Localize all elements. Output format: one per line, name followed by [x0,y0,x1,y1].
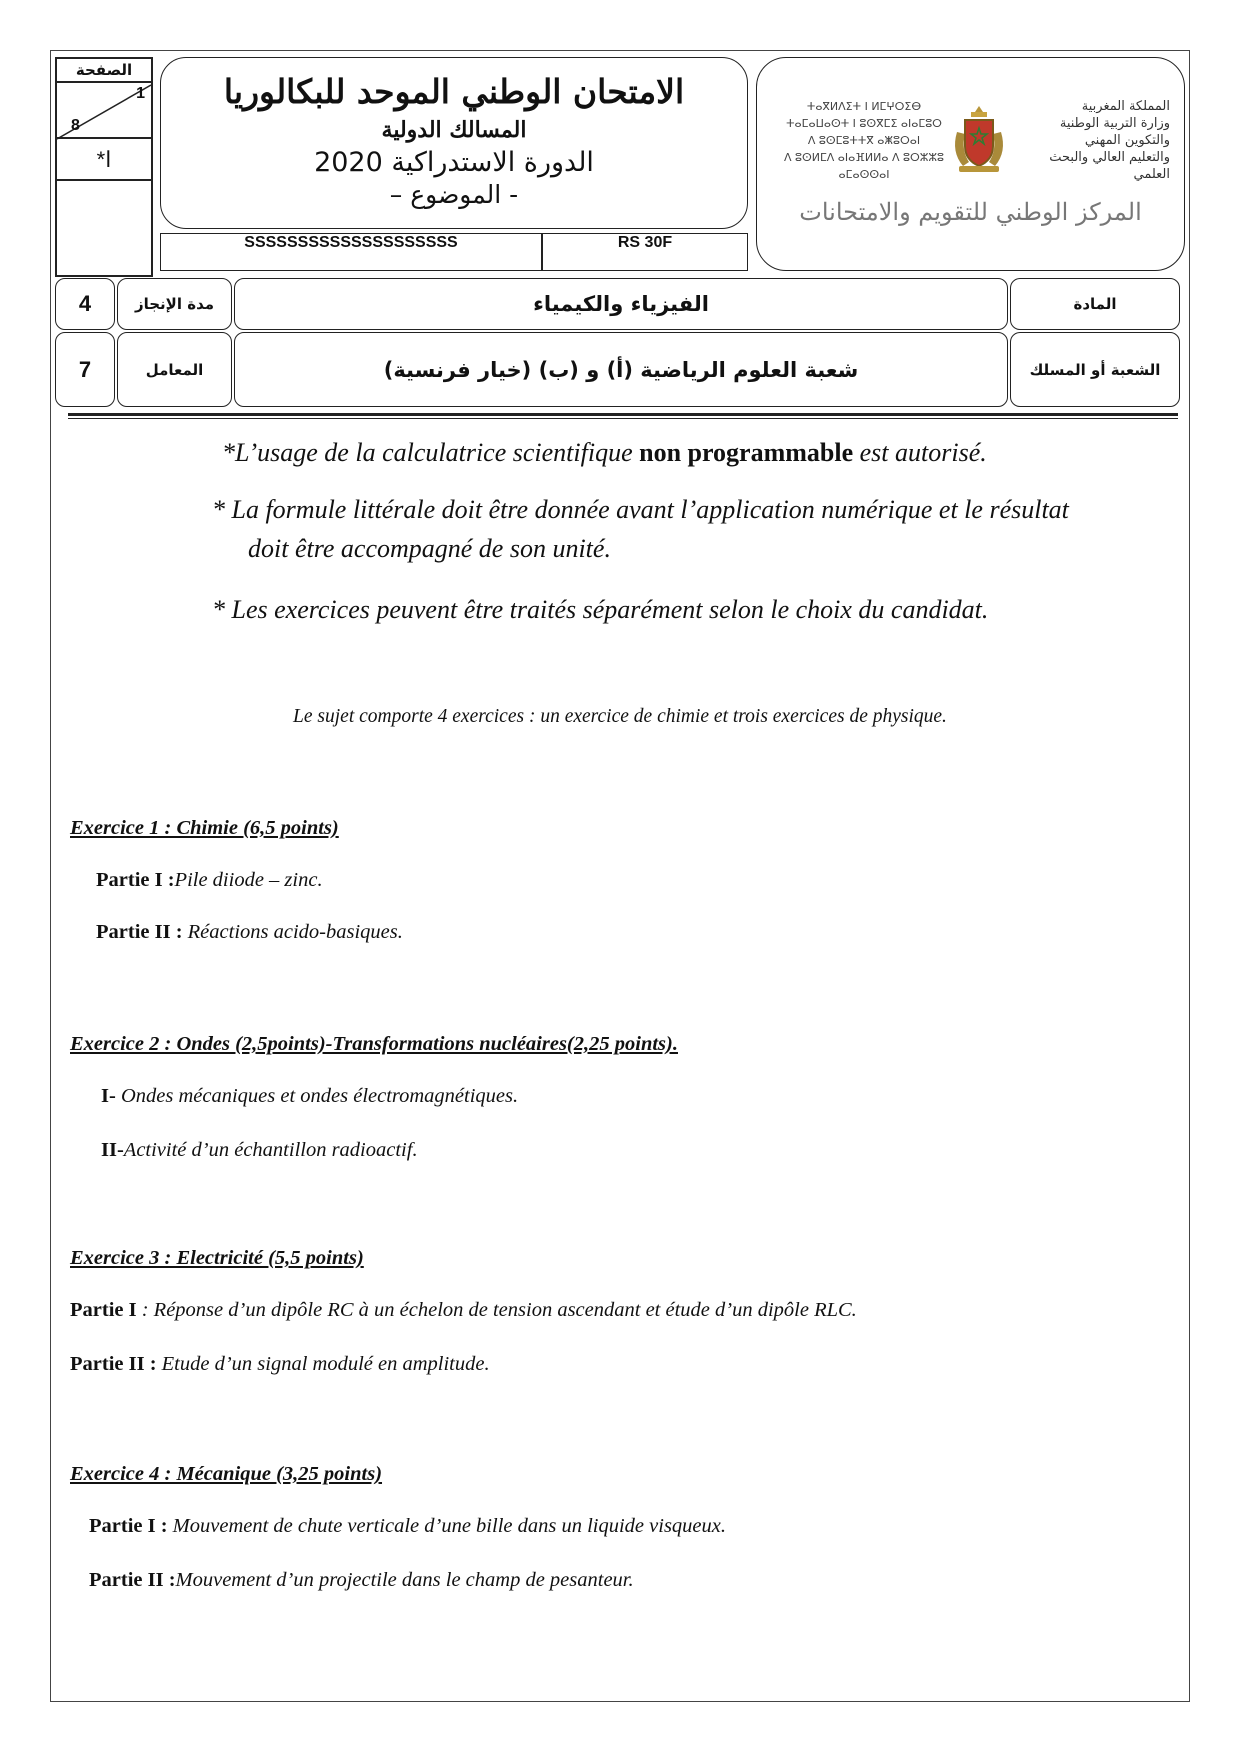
coefficient-value: 7 [55,332,115,407]
exercise-3-part-1 [70,1299,857,1322]
exercise-2-part-2 [101,1139,418,1162]
coefficient-label: المعامل [117,332,232,407]
tifinagh-line: ⵜⴰⵎⴰⵡⴰⵙⵜ ⵏ ⵓⵙⴳⵎⵉ ⴰⵏⴰⵎⵓⵔ [786,117,942,130]
ministry-line: وزارة التربية الوطنية [1059,116,1170,131]
exercise-2-part-1 [101,1085,518,1108]
subject-label: المادة [1010,278,1180,330]
ministry-tifinagh [779,98,949,183]
exercise-1-heading: Exercice 1 : Chimie (6,5 points) [70,817,339,839]
part-text: : Réponse d’un dipôle RC à un échelon de tension ascendant et étude d’un dipôle RLC. [136,1299,857,1321]
ministry-arabic [1020,98,1170,183]
ministry-line: والتكوين المهني [1084,133,1170,148]
calculator-note [222,434,987,472]
calc-prefix: *L’usage de la calculatrice scientifique [222,438,640,467]
header-rule-thin [68,418,1178,419]
part-label: II- [101,1139,124,1161]
page-label: الصفحة [75,61,133,79]
page-number-box [55,57,153,277]
subject-summary: Le sujet comporte 4 exercices : un exercice de chimie et trois exercices de physique. [293,706,947,727]
evaluation-center-name: المركز الوطني للتقويم والامتحانات [799,198,1142,226]
part-text: Etude d’un signal modulé en amplitude. [161,1353,490,1375]
part-text: Réactions acido-basiques. [187,921,403,943]
part-text: Mouvement d’un projectile dans le champ de pesanteur. [175,1569,634,1591]
ministry-line: والتعليم العالي والبحث العلمي [1049,150,1170,182]
exercise-2-heading: Exercice 2 : Ondes (2,5points)-Transformations nucléaires(2,25 points). [70,1033,678,1055]
header-rule [68,413,1178,416]
subject-name: الفيزياء والكيمياء [234,278,1008,330]
duration-value: 4 [55,278,115,330]
part-label: I- [101,1085,121,1107]
part-label: Partie II : [96,921,188,943]
formula-note-line1: * La formule littérale doit être donnée avant l’application numérique et le résultat [212,495,1069,524]
part-label: Partie I : [96,869,175,891]
page-mark: *ا [57,139,151,181]
ministry-line: المملكة المغربية [1081,99,1170,114]
exercise-3-heading: Exercice 3 : Electricité (5,5 points) [70,1247,364,1269]
ministry-box [756,57,1185,271]
page-total: 8 [71,117,80,134]
exercise-4-heading: Exercice 4 : Mécanique (3,25 points) [70,1463,383,1485]
part-text: Ondes mécaniques et ondes électromagnétiques. [120,1085,519,1107]
exercise-4-part-2 [89,1569,634,1592]
calc-bold: non programmable [639,438,854,467]
duration-label: مدة الإنجاز [117,278,232,330]
formula-note-line2: doit être accompagné de son unité. [248,534,611,563]
tifinagh-line: ⵜⴰⴳⵍⴷⵉⵜ ⵏ ⵍⵎⵖⵔⵉⴱ [806,100,922,113]
exercise-3-part-2 [70,1353,490,1376]
exercise-4-part-1 [89,1515,726,1538]
exam-subtitle: المسالك الدولية [381,117,527,143]
exam-title-box [160,57,748,229]
part-text: Mouvement de chute verticale d’une bille dans un liquide visqueux. [172,1515,726,1537]
tifinagh-line: ⴷ ⵓⵙⵍⵎⴷ ⴰⵏⴰⴼⵍⵍⴰ ⴷ ⵓⵔⵣⵣⵓ ⴰⵎⴰⵙⵙⴰⵏ [783,151,945,181]
tifinagh-line: ⴷ ⵓⵙⵎⵓⵜⵜⴳ ⴰⵥⵓⵔⴰⵏ [807,134,921,147]
coat-of-arms-icon [947,102,1011,174]
exam-subject-kind: - الموضوع – [389,180,519,209]
branch-name: شعبة العلوم الرياضية (أ) و (ب) (خيار فرنسية) [234,332,1008,407]
part-label: Partie II : [89,1569,176,1591]
part-text: Activité d’un échantillon radioactif. [123,1139,418,1161]
part-label: Partie I : [89,1515,173,1537]
exercise-1-part-1 [96,869,323,892]
exam-title: الامتحان الوطني الموحد للبكالوريا [223,72,685,111]
page-fraction [57,81,151,139]
part-label: Partie I [70,1299,137,1321]
exam-code-right: RS 30F [542,233,748,271]
calc-suffix: est autorisé. [853,438,987,467]
part-label: Partie II : [70,1353,162,1375]
exercises-note: * Les exercices peuvent être traités séparément selon le choix du candidat. [212,595,989,624]
exam-code-left: SSSSSSSSSSSSSSSSSSSS [160,233,542,271]
exam-session: الدورة الاستدراكية 2020 [314,147,594,178]
branch-label: الشعبة أو المسلك [1010,332,1180,407]
page-number: 1 [136,85,145,102]
exercise-1-part-2 [96,921,403,944]
part-text: Pile diiode – zinc. [174,869,323,891]
